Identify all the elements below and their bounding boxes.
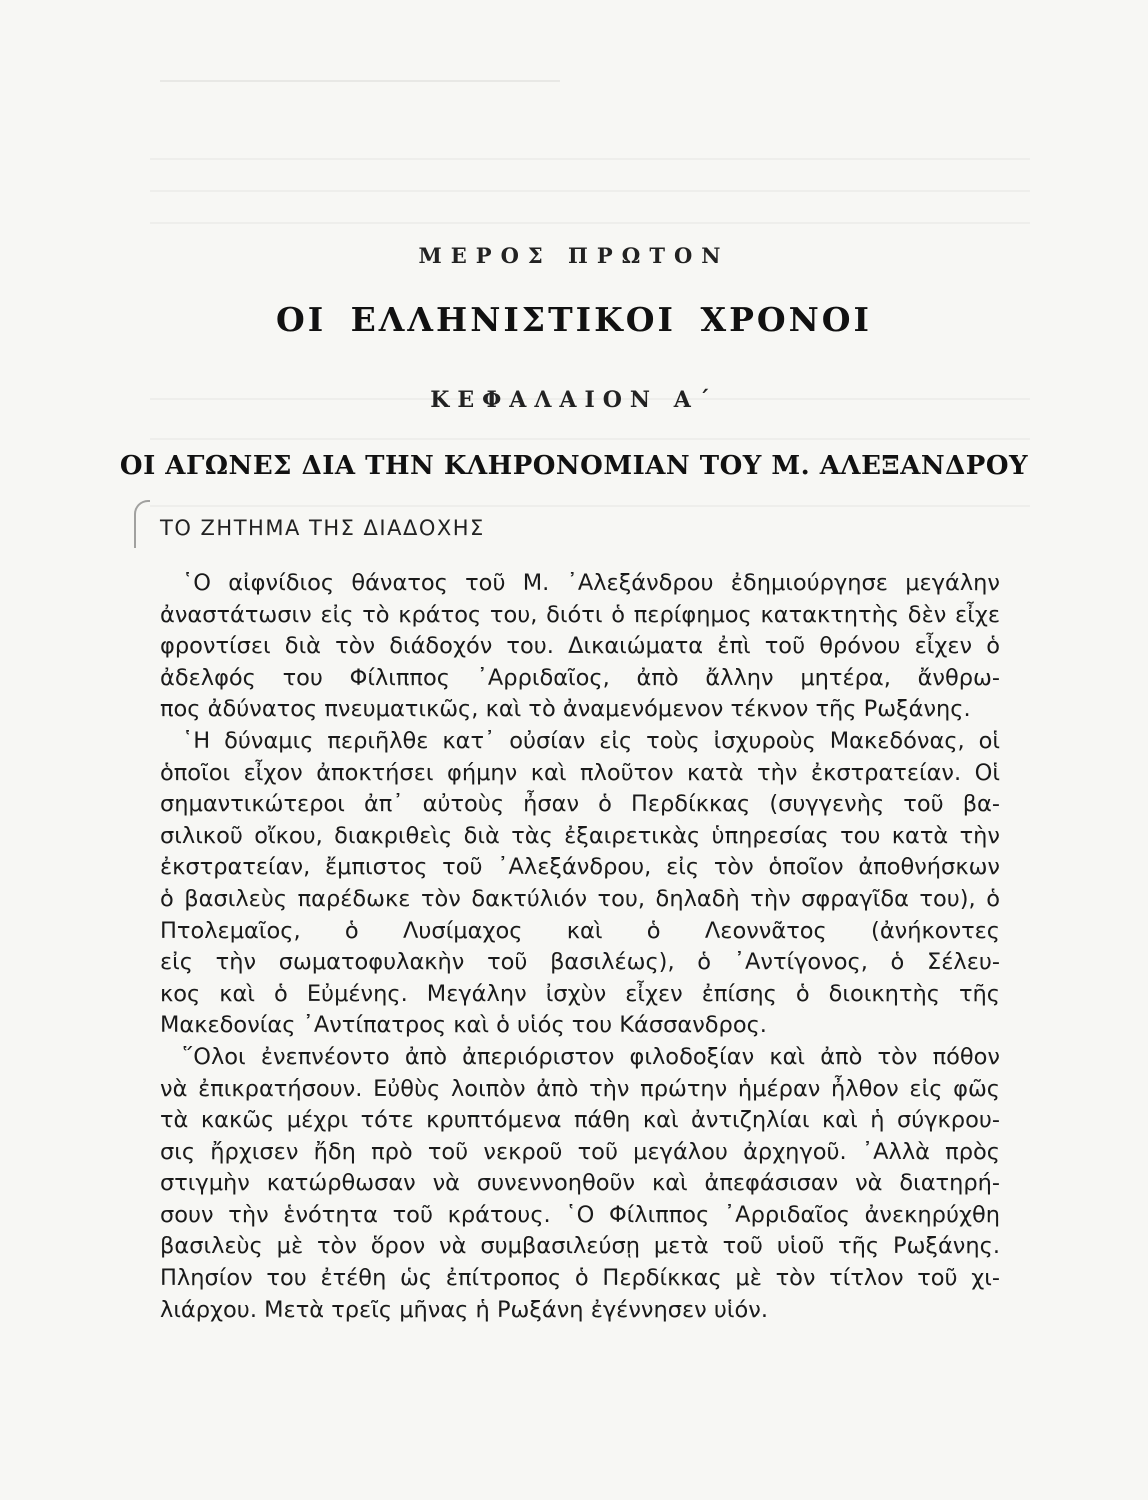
paragraph-1 <box>160 568 1000 726</box>
bleed-through-line <box>150 190 1030 192</box>
chapter-label: ΚΕΦΑΛΑΙΟΝ Α΄ <box>430 387 718 413</box>
text-line: σημαντικώτεροι ἀπ᾿ αὐτοὺς ἦσαν ὁ Περδίκκας (συγγενὴς τοῦ βα- <box>160 791 1000 818</box>
paragraph-3 <box>160 1042 1000 1326</box>
bleed-through-line <box>150 158 1030 160</box>
text-line: στιγμὴν κατώρθωσαν νὰ συνεννοηθοῦν καὶ ἀπεφάσισαν νὰ διατηρή- <box>160 1170 1000 1197</box>
part-label: ΜΕΡΟΣ ΠΡΩΤΟΝ <box>418 243 730 268</box>
text-line: πος ἀδύνατος πνευματικῶς, καὶ τὸ ἀναμενόμενον τέκνον τῆς Ρωξάνης. <box>160 696 971 723</box>
margin-bracket-mark <box>134 500 150 548</box>
text-line: βασιλεὺς μὲ τὸν ὅρον νὰ συμβασιλεύσῃ μετὰ τοῦ υἱοῦ τῆς Ρωξάνης. <box>160 1233 1000 1260</box>
section-heading: ΤΟ ΖΗΤΗΜΑ ΤΗΣ ΔΙΑΔΟΧΗΣ <box>160 516 485 540</box>
work-title: ΟΙ ΕΛΛΗΝΙΣΤΙΚΟΙ ΧΡΟΝΟΙ <box>275 300 872 339</box>
bleed-through-line <box>150 438 1030 440</box>
text-line: ὁ βασιλεὺς παρέδωκε τὸν δακτύλιόν του, δηλαδὴ τὴν σφραγῖδα του), ὁ <box>160 885 1000 912</box>
chapter-title: ΟΙ ΑΓΩΝΕΣ ΔΙΑ ΤΗΝ ΚΛΗΡΟΝΟΜΙΑΝ ΤΟΥ Μ. ΑΛΕΞΑΝΔΡΟΥ <box>119 451 1029 481</box>
text-line: ἀδελφός του Φίλιππος ᾿Αρριδαῖος, ἀπὸ ἄλλην μητέρα, ἄνθρω- <box>160 664 1000 691</box>
text-line: ἐκστρατείαν, ἔμπιστος τοῦ ᾿Αλεξάνδρου, εἰς τὸν ὁποῖον ἀποθνήσκων <box>160 854 1000 881</box>
text-line: νὰ ἐπικρατήσουν. Εὐθὺς λοιπὸν ἀπὸ τὴν πρώτην ἡμέραν ἦλθον εἰς φῶς <box>160 1075 1000 1102</box>
text-line: λιάρχου. Μετὰ τρεῖς μῆνας ἡ Ρωξάνη ἐγέννησεν υἱόν. <box>160 1296 769 1323</box>
text-line: εἰς τὴν σωματοφυλακὴν τοῦ βασιλέως), ὁ ᾿Αντίγονος, ὁ Σέλευ- <box>160 949 1000 976</box>
bleed-through-header <box>160 80 560 82</box>
text-line: Πτολεμαῖος, ὁ Λυσίμαχος καὶ ὁ Λεοννᾶτος (ἀνήκοντες <box>160 917 1000 944</box>
text-line: ῾Η δύναμις περιῆλθε κατ᾿ οὐσίαν εἰς τοὺς ἰσχυροὺς Μακεδόνας, οἱ <box>182 727 1000 754</box>
text-line: Πλησίον του ἐτέθη ὡς ἐπίτροπος ὁ Περδίκκας μὲ τὸν τίτλον τοῦ χι- <box>160 1265 1000 1292</box>
text-line: ἀναστάτωσιν εἰς τὸ κράτος του, διότι ὁ περίφημος κατακτητὴς δὲν εἶχε <box>160 601 1000 628</box>
text-line: ῾Ο αἰφνίδιος θάνατος τοῦ Μ. ᾿Αλεξάνδρου ἐδημιούργησε μεγάλην <box>182 570 1000 596</box>
bleed-through-line <box>150 222 1030 224</box>
text-line: Μακεδονίας ᾿Αντίπατρος καὶ ὁ υἱός του Κάσσανδρος. <box>160 1012 767 1039</box>
text-line: ῞Ολοι ἐνεπνέοντο ἀπὸ ἀπεριόριστον φιλοδοξίαν καὶ ἀπὸ τὸν πόθον <box>182 1043 1000 1070</box>
body-text <box>160 568 1000 1326</box>
text-line: τὰ κακῶς μέχρι τότε κρυπτόμενα πάθη καὶ ἀντιζηλίαι καὶ ἡ σύγκρου- <box>160 1107 1000 1134</box>
bleed-through-line <box>150 505 1030 507</box>
text-line: σις ἤρχισεν ἤδη πρὸ τοῦ νεκροῦ τοῦ μεγάλου ἀρχηγοῦ. ᾿Αλλὰ πρὸς <box>160 1138 1000 1165</box>
text-line: σουν τὴν ἑνότητα τοῦ κράτους. ῾Ο Φίλιππος ᾿Αρριδαῖος ἀνεκηρύχθη <box>160 1201 1000 1228</box>
text-line: ὁποῖοι εἶχον ἀποκτήσει φήμην καὶ πλοῦτον κατὰ τὴν ἐκστρατείαν. Οἱ <box>160 759 1000 786</box>
text-line: φροντίσει διὰ τὸν διάδοχόν του. Δικαιώματα ἐπὶ τοῦ θρόνου εἶχεν ὁ <box>160 633 1000 660</box>
paragraph-2 <box>160 726 1000 1042</box>
text-line: σιλικοῦ οἴκου, διακριθεὶς διὰ τὰς ἐξαιρετικὰς ὑπηρεσίας του κατὰ τὴν <box>160 822 1000 849</box>
text-line: κος καὶ ὁ Εὐμένης. Μεγάλην ἰσχὺν εἶχεν ἐπίσης ὁ διοικητὴς τῆς <box>160 980 1000 1007</box>
